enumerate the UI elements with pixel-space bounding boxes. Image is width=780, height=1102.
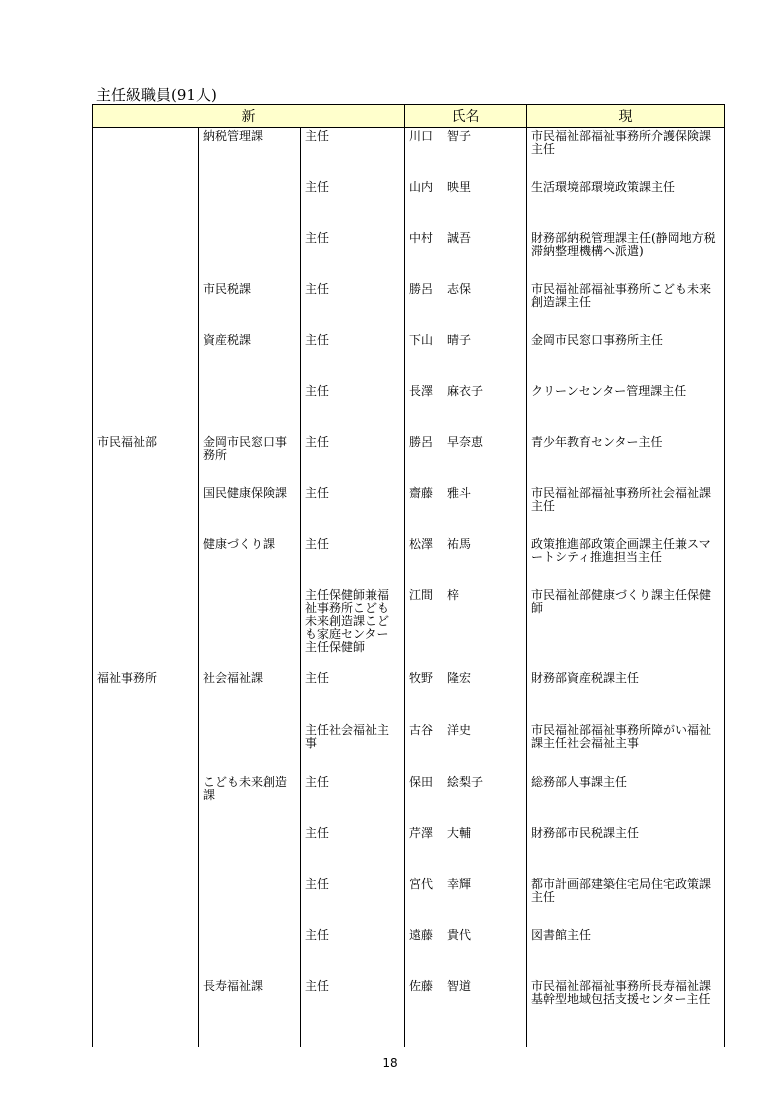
cell-name	[405, 670, 527, 722]
cell-name	[405, 485, 527, 536]
cell-department	[93, 230, 199, 281]
cell-section: 長寿福祉課	[199, 978, 301, 1029]
surname: 中村	[409, 230, 434, 245]
table-body	[93, 128, 725, 1029]
cell-current-post: 財務部納税管理課主任(静岡地方税滞納整理機構へ派遣)	[527, 230, 725, 281]
cell-name	[405, 722, 527, 774]
cell-section: 納税管理課	[199, 128, 301, 179]
given-name: 雅斗	[447, 485, 472, 500]
surname: 芹澤	[409, 825, 434, 840]
table-row	[93, 230, 725, 281]
table-row	[93, 978, 725, 1029]
surname: 宮代	[409, 876, 434, 891]
cell-department	[93, 927, 199, 978]
given-name: 志保	[447, 281, 472, 296]
surname: 江間	[409, 587, 434, 602]
cell-current-post: 財務部市民税課主任	[527, 825, 725, 876]
cell-department: 福祉事務所	[93, 670, 199, 722]
cell-name	[405, 281, 527, 332]
cell-current-post: 市民福祉部福祉事務所長寿福祉課基幹型地域包括支援センター主任	[527, 978, 725, 1029]
table-row	[93, 485, 725, 536]
cell-name	[405, 179, 527, 230]
cell-name	[405, 536, 527, 587]
surname: 長澤	[409, 383, 434, 398]
table-row	[93, 587, 725, 670]
table-row	[93, 332, 725, 383]
cell-position: 主任	[301, 434, 405, 485]
surname: 川口	[409, 129, 434, 143]
cell-position: 主任社会福祉主事	[301, 722, 405, 774]
cell-name	[405, 876, 527, 927]
surname: 山内	[409, 179, 434, 194]
cell-position: 主任保健師兼福祉事務所こども未来創造課こども家庭センター主任保健師	[301, 587, 405, 670]
cell-current-post: 市民福祉部健康づくり課主任保健師	[527, 587, 725, 670]
table-row	[93, 876, 725, 927]
cell-current-post: 政策推進部政策企画課主任兼スマートシティ推進担当主任	[527, 536, 725, 587]
given-name: 隆宏	[447, 670, 472, 685]
given-name: 大輔	[447, 825, 472, 840]
cell-name	[405, 332, 527, 383]
cell-department	[93, 383, 199, 434]
personnel-table	[92, 104, 725, 1047]
cell-department	[93, 485, 199, 536]
given-name: 映里	[447, 179, 472, 194]
given-name: 誠吾	[447, 230, 472, 245]
surname: 勝呂	[409, 434, 434, 449]
cell-department	[93, 128, 199, 179]
cell-position: 主任	[301, 670, 405, 722]
table-row	[93, 774, 725, 825]
surname: 佐藤	[409, 978, 434, 993]
given-name: 梓	[447, 587, 460, 602]
header-current: 現	[527, 105, 725, 128]
cell-department	[93, 281, 199, 332]
given-name: 麻衣子	[447, 383, 484, 398]
cell-section	[199, 587, 301, 670]
cell-position: 主任	[301, 230, 405, 281]
page-title: 主任級職員(91人)	[96, 86, 217, 104]
header-name: 氏名	[405, 105, 527, 128]
cell-department	[93, 536, 199, 587]
cell-current-post: 金岡市民窓口事務所主任	[527, 332, 725, 383]
cell-department	[93, 825, 199, 876]
cell-section	[199, 927, 301, 978]
given-name: 智道	[447, 978, 472, 993]
cell-section: 社会福祉課	[199, 670, 301, 722]
cell-department	[93, 722, 199, 774]
surname: 保田	[409, 774, 434, 789]
cell-name	[405, 774, 527, 825]
cell-section: 資産税課	[199, 332, 301, 383]
cell-position: 主任	[301, 128, 405, 179]
cell-current-post: 都市計画部建築住宅局住宅政策課主任	[527, 876, 725, 927]
cell-current-post: クリーンセンター管理課主任	[527, 383, 725, 434]
table-continuation-row	[93, 1029, 725, 1047]
cell-department	[93, 179, 199, 230]
cell-position: 主任	[301, 179, 405, 230]
table-row	[93, 825, 725, 876]
cell-current-post: 市民福祉部福祉事務所障がい福祉課主任社会福祉主事	[527, 722, 725, 774]
cell-section	[199, 230, 301, 281]
surname: 勝呂	[409, 281, 434, 296]
cell-position: 主任	[301, 774, 405, 825]
cell-name	[405, 383, 527, 434]
cell-section	[199, 876, 301, 927]
cell-section	[199, 825, 301, 876]
cell-section: 市民税課	[199, 281, 301, 332]
table-row	[93, 281, 725, 332]
table-header-row	[93, 105, 725, 128]
cell-current-post: 財務部資産税課主任	[527, 670, 725, 722]
cell-section: 国民健康保険課	[199, 485, 301, 536]
cell-department	[93, 978, 199, 1029]
cell-name	[405, 128, 527, 179]
cell-current-post: 生活環境部環境政策課主任	[527, 179, 725, 230]
cell-current-post: 図書館主任	[527, 927, 725, 978]
cell-position: 主任	[301, 927, 405, 978]
cell-position: 主任	[301, 978, 405, 1029]
surname: 牧野	[409, 670, 434, 685]
table-row	[93, 670, 725, 722]
given-name: 絵梨子	[447, 774, 484, 789]
cell-position: 主任	[301, 332, 405, 383]
cell-department	[93, 876, 199, 927]
cell-position: 主任	[301, 485, 405, 536]
surname: 松澤	[409, 536, 434, 551]
given-name: 晴子	[447, 332, 472, 347]
cell-position: 主任	[301, 876, 405, 927]
given-name: 貴代	[447, 927, 472, 942]
cell-department	[93, 587, 199, 670]
table-row	[93, 434, 725, 485]
cell-current-post: 市民福祉部福祉事務所介護保険課主任	[527, 128, 725, 179]
cell-position: 主任	[301, 281, 405, 332]
cell-position: 主任	[301, 536, 405, 587]
cell-name	[405, 927, 527, 978]
cell-current-post: 青少年教育センター主任	[527, 434, 725, 485]
cell-name	[405, 434, 527, 485]
cell-section: 健康づくり課	[199, 536, 301, 587]
table-row	[93, 536, 725, 587]
cell-section	[199, 722, 301, 774]
surname: 下山	[409, 332, 434, 347]
cell-department: 市民福祉部	[93, 434, 199, 485]
given-name: 智子	[447, 129, 472, 143]
given-name: 幸輝	[447, 876, 472, 891]
table-row	[93, 722, 725, 774]
cell-section	[199, 383, 301, 434]
cell-position: 主任	[301, 825, 405, 876]
cell-section: 金岡市民窓口事務所	[199, 434, 301, 485]
page-number: 18	[382, 1056, 398, 1070]
given-name: 早奈恵	[447, 434, 484, 449]
cell-current-post: 市民福祉部福祉事務所こども未来創造課主任	[527, 281, 725, 332]
cell-name	[405, 825, 527, 876]
header-new: 新	[93, 105, 405, 128]
cell-name	[405, 587, 527, 670]
surname: 齋藤	[409, 485, 434, 500]
table-row	[93, 128, 725, 179]
cell-section: こども未来創造課	[199, 774, 301, 825]
table-row	[93, 179, 725, 230]
cell-department	[93, 774, 199, 825]
cell-section	[199, 179, 301, 230]
cell-current-post: 市民福祉部福祉事務所社会福祉課主任	[527, 485, 725, 536]
table-row	[93, 383, 725, 434]
surname: 遠藤	[409, 927, 434, 942]
cell-name	[405, 230, 527, 281]
table-row	[93, 927, 725, 978]
surname: 古谷	[409, 722, 434, 737]
cell-name	[405, 978, 527, 1029]
given-name: 祐馬	[447, 536, 472, 551]
cell-current-post: 総務部人事課主任	[527, 774, 725, 825]
given-name: 洋史	[447, 722, 472, 737]
cell-department	[93, 332, 199, 383]
cell-position: 主任	[301, 383, 405, 434]
